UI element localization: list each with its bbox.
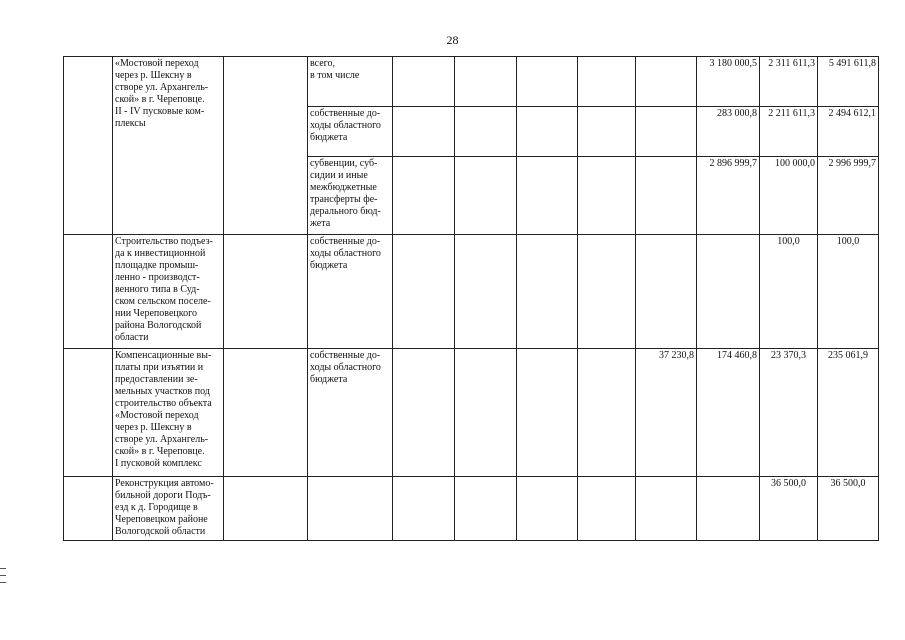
empty-cell [578,157,636,235]
object-name-cell: «Мостовой переход через р. Шексну в створе ул. Архангель- ской» в г. Череповце. II - IV пусковые ком- плексы [113,57,224,235]
empty-cell [455,477,517,541]
empty-cell [517,107,578,157]
page-number: 28 [446,33,459,47]
value-cell: 100,0 [818,235,879,349]
empty-cell [578,235,636,349]
value-cell: 23 370,3 [760,349,818,477]
object-name-cell: Компенсационные вы- платы при изъятии и предоставлении зе- мельных участков под строительство объекта «Мостовой переход через р. Шексну в створе ул. Архангель- ской» в г. Череповце. I пусковой комплекс [113,349,224,477]
table-row [64,477,879,541]
empty-cell [517,57,578,107]
funding-source-cell [308,477,393,541]
row-number-cell [64,57,113,235]
empty-cell [517,157,578,235]
value-cell: 36 500,0 [818,477,879,541]
value-cell: 2 211 611,3 [760,107,818,157]
empty-cell [224,57,308,235]
empty-cell [517,235,578,349]
value-cell [697,235,760,349]
value-cell: 100,0 [760,235,818,349]
row-number-cell [64,235,113,349]
value-cell: 37 230,8 [636,349,697,477]
empty-cell [224,477,308,541]
row-number-cell [64,477,113,541]
value-cell: 2 494 612,1 [818,107,879,157]
table-row [64,235,879,349]
value-cell [636,477,697,541]
funding-source-cell: субвенции, суб- сидии и иные межбюджетные трансферты фе- дерального бюд- жета [308,157,393,235]
empty-cell [578,477,636,541]
value-cell [636,157,697,235]
value-cell [636,57,697,107]
empty-cell [393,477,455,541]
funding-source-cell: собственные до- ходы областного бюджета [308,235,393,349]
object-name-cell: Реконструкция автомо- бильной дороги Подъ- езд к д. Городище в Череповецком районе Вологодской области [113,477,224,541]
empty-cell [517,477,578,541]
object-name-cell: Строительство подъез- да к инвестиционной площадке промыш- ленно - производст- венного типа в Суд- ском сельском поселе- нии Череповецкого района Вологодской области [113,235,224,349]
table-row [64,57,879,107]
empty-cell [393,349,455,477]
funding-source-cell: всего, в том числе [308,57,393,107]
empty-cell [455,57,517,107]
empty-cell [517,349,578,477]
empty-cell [578,107,636,157]
row-number-cell [64,349,113,477]
empty-cell [455,235,517,349]
value-cell: 36 500,0 [760,477,818,541]
empty-cell [224,235,308,349]
value-cell: 5 491 611,8 [818,57,879,107]
value-cell: 235 061,9 [818,349,879,477]
margin-marks [0,568,8,589]
empty-cell [455,107,517,157]
table-row [64,349,879,477]
empty-cell [578,57,636,107]
empty-cell [224,349,308,477]
empty-cell [455,157,517,235]
value-cell [636,107,697,157]
empty-cell [455,349,517,477]
value-cell: 174 460,8 [697,349,760,477]
empty-cell [393,235,455,349]
value-cell: 2 896 999,7 [697,157,760,235]
value-cell [697,477,760,541]
value-cell: 2 311 611,3 [760,57,818,107]
empty-cell [393,157,455,235]
value-cell: 283 000,8 [697,107,760,157]
funding-source-cell: собственные до- ходы областного бюджета [308,349,393,477]
budget-table [63,56,879,541]
empty-cell [393,57,455,107]
value-cell: 2 996 999,7 [818,157,879,235]
empty-cell [578,349,636,477]
value-cell: 3 180 000,5 [697,57,760,107]
value-cell: 100 000,0 [760,157,818,235]
empty-cell [393,107,455,157]
value-cell [636,235,697,349]
funding-source-cell: собственные до- ходы областного бюджета [308,107,393,157]
